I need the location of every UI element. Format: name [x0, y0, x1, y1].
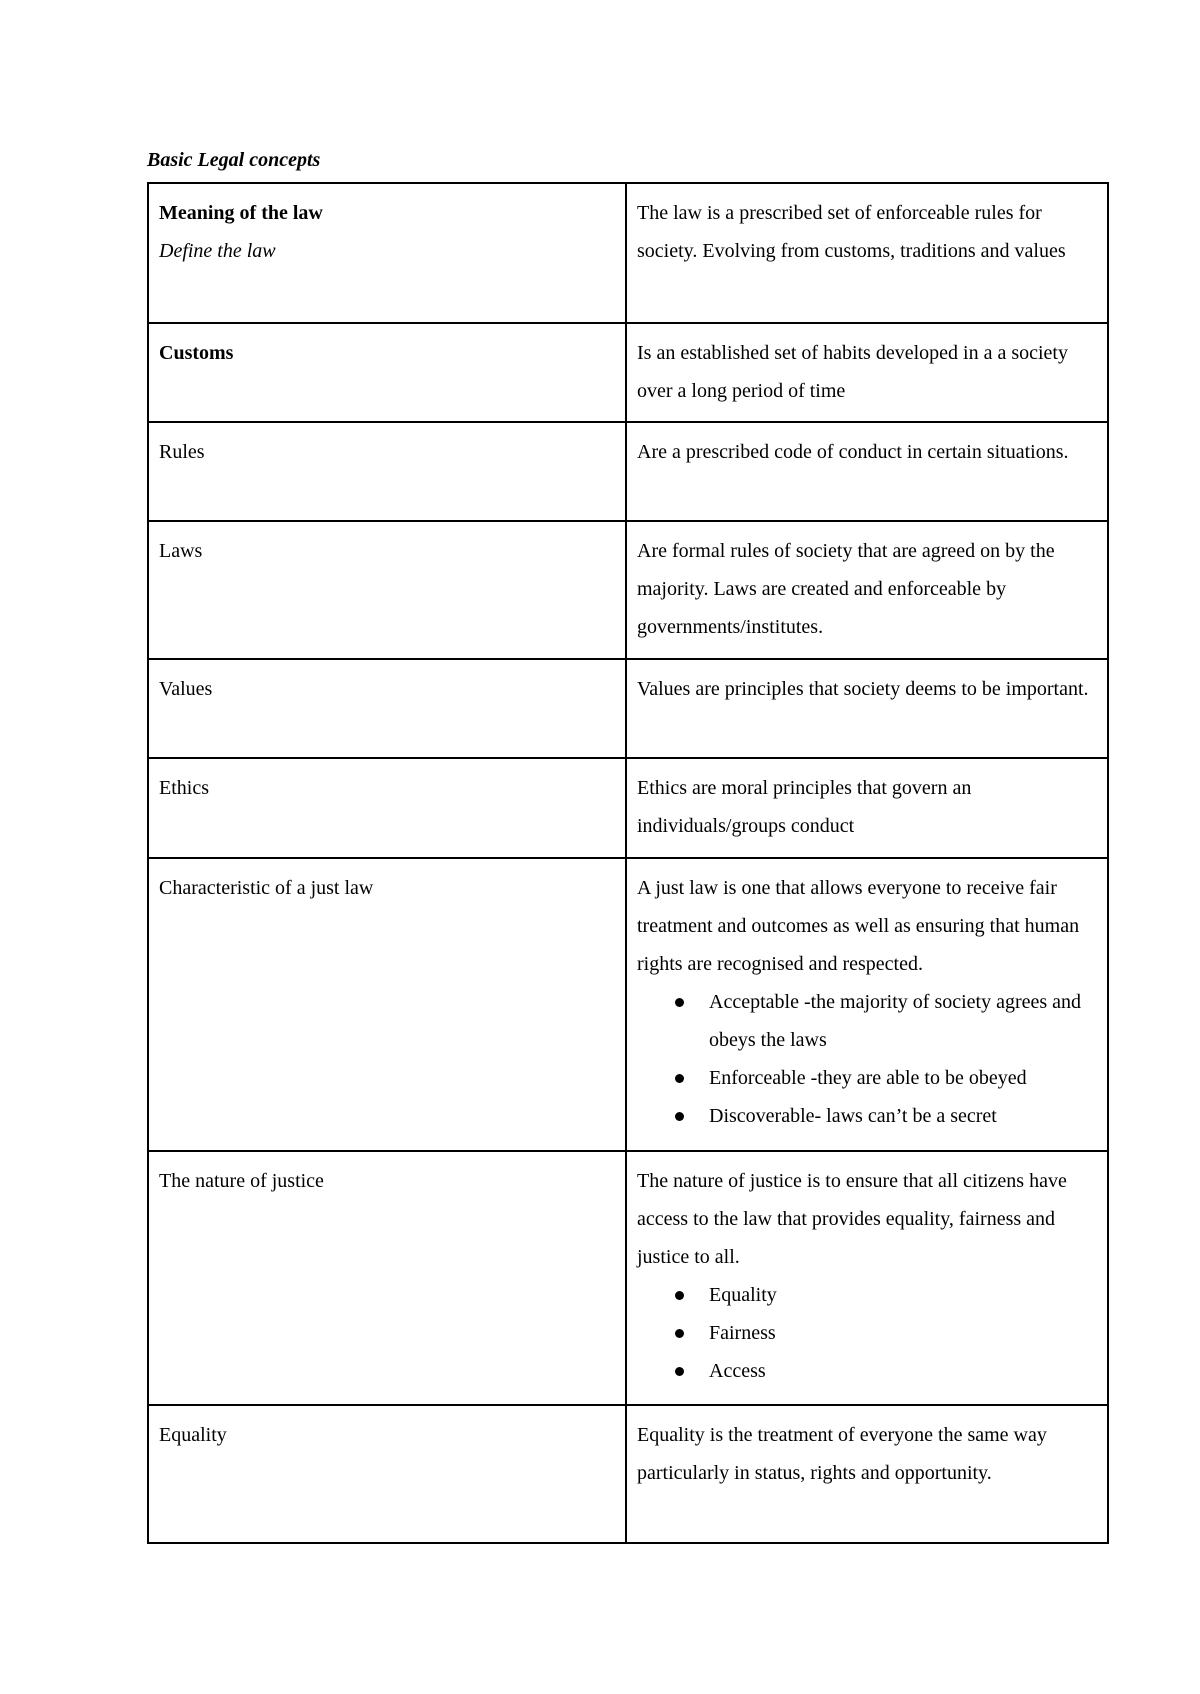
- definition-text: Ethics are moral principles that govern an individuals/groups conduct: [637, 777, 972, 837]
- list-item: Equality: [709, 1276, 1097, 1314]
- term-label: Ethics: [159, 777, 209, 799]
- definition-text: A just law is one that allows everyone to receive fair treatment and outcomes as well as ensuring that human rights are recognised and respected.: [637, 877, 1080, 975]
- term-label: Customs: [159, 342, 234, 364]
- page-title: Basic Legal concepts: [147, 149, 321, 171]
- definition-text: Values are principles that society deems to be important.: [637, 678, 1089, 700]
- definition-text: Are a prescribed code of conduct in certain situations.: [637, 441, 1069, 463]
- definition-cell: [626, 521, 1108, 659]
- term-label: Rules: [159, 441, 205, 463]
- definition-cell: [626, 422, 1108, 521]
- definition-cell: [626, 858, 1108, 1151]
- term-label: The nature of justice: [159, 1170, 324, 1192]
- definition-text: Is an established set of habits developed in a a society over a long period of time: [637, 342, 1068, 402]
- definition-text: The nature of justice is to ensure that all citizens have access to the law that provides equality, fairness and justice to all.: [637, 1170, 1067, 1268]
- table-row: [148, 1151, 1108, 1405]
- bullet-list: [637, 983, 1097, 1135]
- term-subtitle: Define the law: [159, 240, 276, 262]
- table-row: [148, 1405, 1108, 1543]
- term-cell: [148, 521, 626, 659]
- table-row: [148, 183, 1108, 323]
- definition-cell: [626, 659, 1108, 758]
- table-row: [148, 323, 1108, 422]
- bullet-list: [637, 1276, 1097, 1390]
- table-row: [148, 659, 1108, 758]
- term-cell: [148, 323, 626, 422]
- concepts-table: [147, 182, 1109, 1544]
- table-row: [148, 758, 1108, 858]
- term-label: Equality: [159, 1424, 227, 1446]
- definition-cell: [626, 1151, 1108, 1405]
- list-item: Discoverable- laws can’t be a secret: [709, 1097, 1097, 1135]
- term-cell: [148, 1151, 626, 1405]
- definition-text: The law is a prescribed set of enforceable rules for society. Evolving from customs, traditions and values: [637, 202, 1066, 262]
- list-item: Acceptable -the majority of society agrees and obeys the laws: [709, 983, 1097, 1059]
- list-item: Fairness: [709, 1314, 1097, 1352]
- term-label: Meaning of the law: [159, 202, 323, 224]
- table-row: [148, 422, 1108, 521]
- table-row: [148, 521, 1108, 659]
- list-item: Enforceable -they are able to be obeyed: [709, 1059, 1097, 1097]
- definition-cell: [626, 758, 1108, 858]
- table-row: [148, 858, 1108, 1151]
- term-cell: [148, 422, 626, 521]
- term-cell: [148, 758, 626, 858]
- term-label: Characteristic of a just law: [159, 877, 374, 899]
- term-cell: [148, 858, 626, 1151]
- term-cell: [148, 1405, 626, 1543]
- term-label: Laws: [159, 540, 203, 562]
- term-cell: [148, 659, 626, 758]
- definition-text: Are formal rules of society that are agreed on by the majority. Laws are created and enforceable by governments/institutes.: [637, 540, 1055, 638]
- definition-cell: [626, 183, 1108, 323]
- term-label: Values: [159, 678, 213, 700]
- definition-text: Equality is the treatment of everyone the same way particularly in status, rights and opportunity.: [637, 1424, 1047, 1484]
- list-item: Access: [709, 1352, 1097, 1390]
- term-cell: [148, 183, 626, 323]
- definition-cell: [626, 323, 1108, 422]
- definition-cell: [626, 1405, 1108, 1543]
